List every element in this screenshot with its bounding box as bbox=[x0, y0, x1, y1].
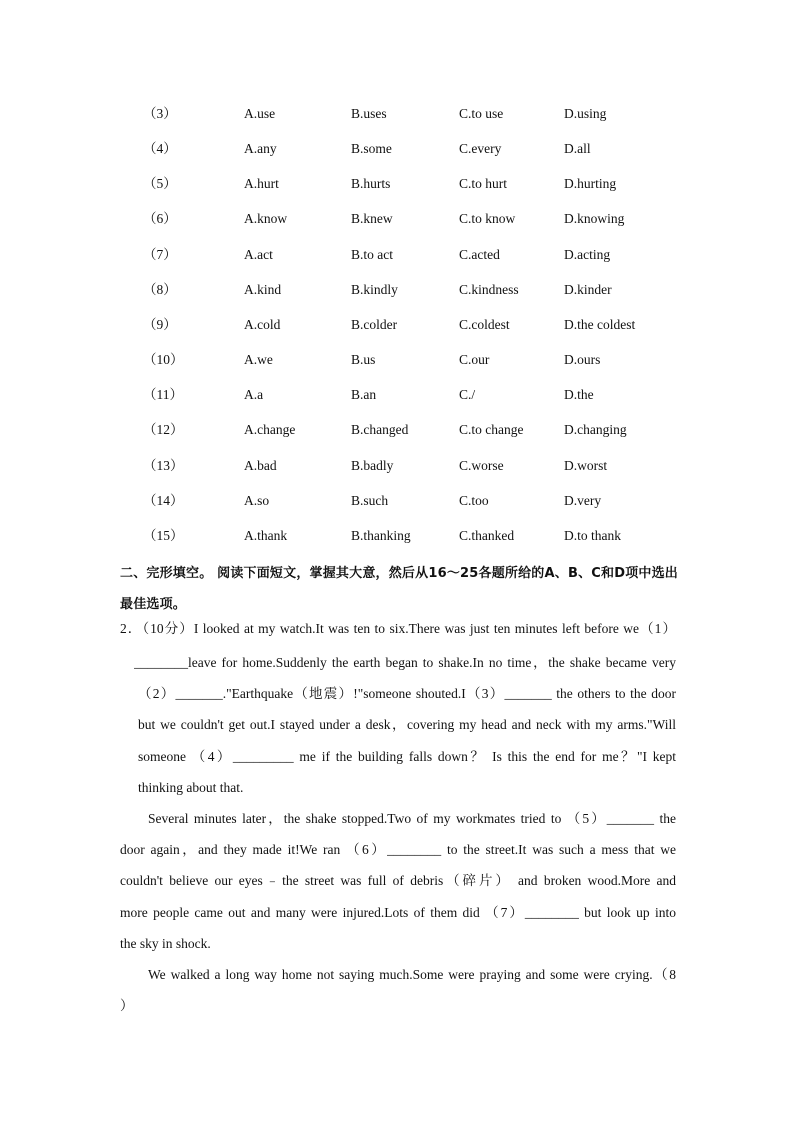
option-d: D.very bbox=[564, 492, 602, 508]
option-row bbox=[0, 173, 794, 195]
option-a: A.act bbox=[244, 246, 273, 262]
option-b: B.colder bbox=[351, 316, 398, 332]
option-b: B.such bbox=[351, 492, 389, 508]
passage-line: We walked a long way home not saying much.Some were praying and some were crying.（8 bbox=[148, 967, 676, 982]
passage-line: door again，and they made it!We ran （6）________ to the street.It was such a mess that we bbox=[120, 842, 676, 857]
option-c: C./ bbox=[459, 387, 476, 403]
option-d: D.changing bbox=[564, 422, 627, 438]
option-c: C.thanked bbox=[459, 527, 515, 543]
option-a: A.a bbox=[244, 387, 264, 403]
option-a: A.any bbox=[244, 141, 277, 157]
option-d: D.acting bbox=[564, 246, 611, 262]
option-d: D.worst bbox=[564, 457, 608, 473]
option-c: C.worse bbox=[459, 457, 504, 473]
passage-line: but we couldn't get out.I stayed under a desk，covering my head and neck with my arms."Will bbox=[138, 717, 676, 732]
option-c: C.to hurt bbox=[459, 176, 508, 192]
option-b: B.to act bbox=[351, 246, 393, 262]
option-c: C.coldest bbox=[459, 316, 510, 332]
option-b: B.uses bbox=[351, 106, 387, 121]
option-row bbox=[0, 349, 794, 371]
option-row bbox=[0, 455, 794, 477]
question-number: （5） bbox=[143, 176, 177, 192]
passage-line: couldn't believe our eyes﹣the street was full of debris（碎片） and broken wood.More and bbox=[120, 873, 676, 888]
option-c: C.our bbox=[459, 352, 490, 368]
option-a: A.bad bbox=[244, 457, 277, 473]
option-c: C.to know bbox=[459, 211, 516, 227]
option-row bbox=[0, 279, 794, 301]
option-c: C.kindness bbox=[459, 281, 519, 297]
option-d: D.using bbox=[564, 106, 607, 121]
option-b: B.us bbox=[351, 352, 376, 368]
option-d: D.to thank bbox=[564, 527, 621, 543]
option-d: D.the coldest bbox=[564, 316, 636, 332]
option-a: A.use bbox=[244, 106, 276, 121]
passage-line: the sky in shock. bbox=[120, 936, 211, 951]
option-a: A.know bbox=[244, 211, 288, 227]
passage-line: （2）_______."Earthquake（地震）!"someone shouted.I（3）_______ the others to the door bbox=[138, 686, 676, 701]
option-a: A.thank bbox=[244, 527, 288, 543]
question-number: （10） bbox=[143, 352, 184, 368]
option-row bbox=[0, 314, 794, 336]
passage-line: someone （4）_________ me if the building falls down？ Is this the end for me？"I kept bbox=[138, 749, 676, 764]
question-number: （13） bbox=[143, 457, 184, 473]
option-c: C.to use bbox=[459, 106, 504, 121]
option-b: B.thanking bbox=[351, 527, 411, 543]
question-number: （4） bbox=[143, 141, 177, 157]
option-a: A.cold bbox=[244, 316, 281, 332]
option-b: B.kindly bbox=[351, 281, 398, 297]
option-c: C.every bbox=[459, 141, 502, 157]
option-a: A.we bbox=[244, 352, 273, 368]
option-row bbox=[0, 419, 794, 441]
question-number: （9） bbox=[143, 316, 177, 332]
option-d: D.all bbox=[564, 141, 591, 157]
option-c: C.acted bbox=[459, 246, 500, 262]
option-row bbox=[0, 525, 794, 547]
option-c: C.to change bbox=[459, 422, 524, 438]
option-b: B.knew bbox=[351, 211, 393, 227]
option-row bbox=[0, 208, 794, 230]
option-d: D.kinder bbox=[564, 281, 612, 297]
option-a: A.so bbox=[244, 492, 270, 508]
passage-line: more people came out and many were injured.Lots of them did （7）________ but look up into bbox=[120, 905, 676, 920]
option-row bbox=[0, 103, 794, 125]
question-number: （11） bbox=[143, 387, 183, 403]
option-b: B.an bbox=[351, 387, 377, 403]
option-d: D.hurting bbox=[564, 176, 617, 192]
option-b: B.changed bbox=[351, 422, 409, 438]
option-d: D.ours bbox=[564, 352, 601, 368]
option-row bbox=[0, 138, 794, 160]
passage-line: 2．（10分）I looked at my watch.It was ten to six.There was just ten minutes left before we（1） bbox=[120, 621, 676, 636]
option-b: B.some bbox=[351, 141, 392, 157]
option-c: C.too bbox=[459, 492, 489, 508]
option-a: A.kind bbox=[244, 281, 282, 297]
question-number: （6） bbox=[143, 211, 177, 227]
option-d: D.knowing bbox=[564, 211, 625, 227]
question-number: （8） bbox=[143, 281, 177, 297]
option-b: B.hurts bbox=[351, 176, 391, 192]
passage-line: ） bbox=[120, 998, 134, 1013]
passage-line: thinking about that. bbox=[138, 780, 244, 795]
question-number: （14） bbox=[143, 492, 184, 508]
question-number: （12） bbox=[143, 422, 184, 438]
passage-line: ________leave for home.Suddenly the earth began to shake.In no time，the shake became very bbox=[134, 655, 676, 670]
passage-line: Several minutes later，the shake stopped.Two of my workmates tried to （5）_______ the bbox=[148, 811, 676, 826]
section-heading: 二、完形填空。 阅读下面短文，掌握其大意，然后从16～25各题所给的A、B、C和D项中选出最佳选项。 bbox=[120, 566, 679, 612]
option-row bbox=[0, 490, 794, 512]
option-a: A.change bbox=[244, 422, 296, 438]
question-number: （15） bbox=[143, 527, 184, 543]
question-number: （7） bbox=[143, 246, 177, 262]
option-a: A.hurt bbox=[244, 176, 279, 192]
option-d: D.the bbox=[564, 387, 594, 403]
question-number: （3） bbox=[143, 106, 177, 121]
option-row bbox=[0, 244, 794, 266]
option-row bbox=[0, 384, 794, 406]
option-b: B.badly bbox=[351, 457, 394, 473]
